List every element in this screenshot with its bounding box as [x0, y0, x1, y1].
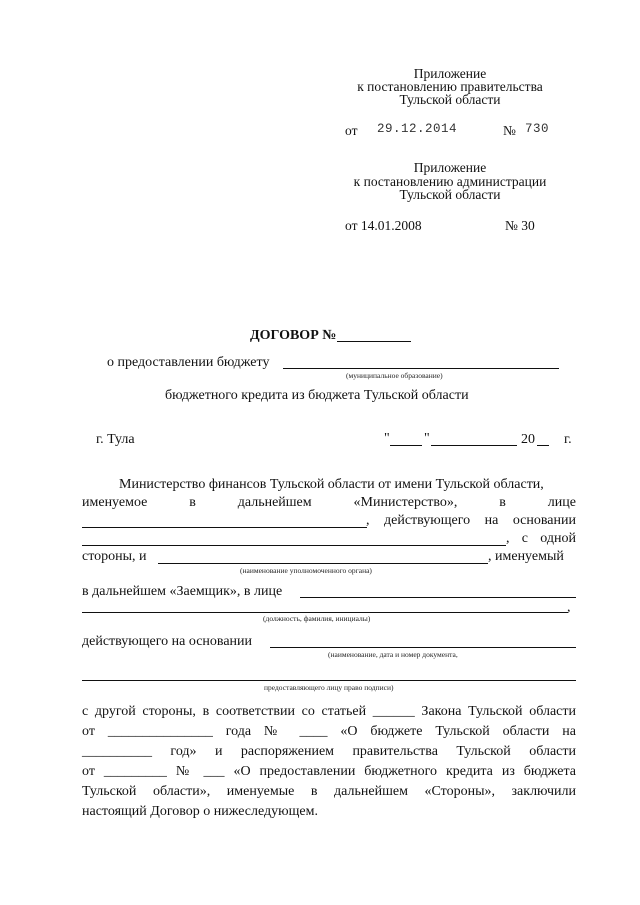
- header1-num-label: №: [503, 123, 516, 138]
- body-line7-tail: ,: [567, 600, 571, 615]
- caption-document: (наименование, дата и номер документа,: [328, 650, 458, 659]
- body-line13: Тульской области», именуемые в дальнейшем «Стороны», заключили: [82, 784, 576, 799]
- date-quote-close: ": [424, 431, 430, 446]
- body-line5-end: , именуемый: [488, 549, 564, 564]
- city: г. Тула: [96, 432, 135, 447]
- body-line2-w3: дальнейшем: [237, 495, 312, 510]
- header1-number: 730: [525, 122, 550, 136]
- header2-title: Приложение: [413, 160, 487, 175]
- body-line6: в дальнейшем «Заемщик», в лице: [82, 584, 283, 599]
- body-line2-w2: в: [189, 495, 196, 510]
- header2-line1: к постановлению администрации: [353, 174, 547, 189]
- day-line: [390, 445, 422, 446]
- body-line2-w4: «Министерство»,: [353, 495, 458, 510]
- body-line8: действующего на основании: [82, 634, 253, 649]
- body-line1: Министерство финансов Тульской области от имени Тульской области,: [119, 477, 544, 492]
- caption-municipality: (муниципальное образование): [346, 371, 443, 380]
- body-line9: с другой стороны, в соответствии со статьей ______ Закона Тульской области: [82, 704, 576, 719]
- municipality-line: [283, 368, 559, 369]
- borrower-rep-line2: [82, 612, 568, 613]
- authorized-body-line: [158, 563, 488, 564]
- header1-date: 29.12.2014: [377, 122, 458, 136]
- contract-title: ДОГОВОР №: [250, 328, 337, 343]
- body-line2-w5: в: [499, 495, 506, 510]
- header2-number: № 30: [505, 218, 535, 233]
- body-line10: от _______________ года № ____ «О бюджете Тульской области на: [82, 724, 576, 739]
- body-line12: от _________ № ___ «О предоставлении бюджетного кредита из бюджета: [82, 764, 576, 779]
- caption-authorized-body: (наименование уполномоченного органа): [240, 566, 372, 575]
- body-line3-tail: , действующего на основании: [366, 513, 576, 528]
- header1-line1: к постановлению правительства: [357, 79, 543, 94]
- month-line: [431, 445, 517, 446]
- body-line14: настоящий Договор о нижеследующем.: [82, 804, 318, 819]
- body-line5-start: стороны, и: [82, 549, 147, 564]
- contract-number-line: [337, 341, 411, 342]
- caption-signature: предоставляющего лицу право подписи): [264, 683, 394, 692]
- date-quote-open: ": [384, 431, 390, 446]
- year-line: [537, 445, 549, 446]
- body-line11: __________ год» и распоряжением правительства Тульской области: [82, 744, 576, 759]
- year-prefix: 20: [521, 432, 535, 447]
- body-line2: [82, 495, 576, 511]
- header1-title: Приложение: [413, 66, 487, 81]
- body-line2-w1: именуемое: [82, 495, 148, 510]
- caption-person: (должность, фамилия, инициалы): [263, 614, 371, 623]
- header2-line2: Тульской области: [399, 187, 501, 202]
- borrower-basis-line2: [82, 680, 576, 681]
- header1-from-label: от: [345, 123, 358, 138]
- contract-sub1: о предоставлении бюджету: [107, 355, 270, 370]
- year-suffix: г.: [564, 432, 572, 447]
- body-line4-tail: , с одной: [506, 531, 576, 546]
- borrower-basis-line: [270, 647, 576, 648]
- borrower-rep-line: [300, 597, 576, 598]
- ministry-basis-line: [82, 545, 506, 546]
- contract-sub2: бюджетного кредита из бюджета Тульской области: [165, 388, 469, 403]
- header2-date: от 14.01.2008: [345, 218, 422, 233]
- body-line2-w6: лице: [547, 495, 576, 510]
- ministry-rep-line: [82, 527, 367, 528]
- header1-line2: Тульской области: [399, 92, 501, 107]
